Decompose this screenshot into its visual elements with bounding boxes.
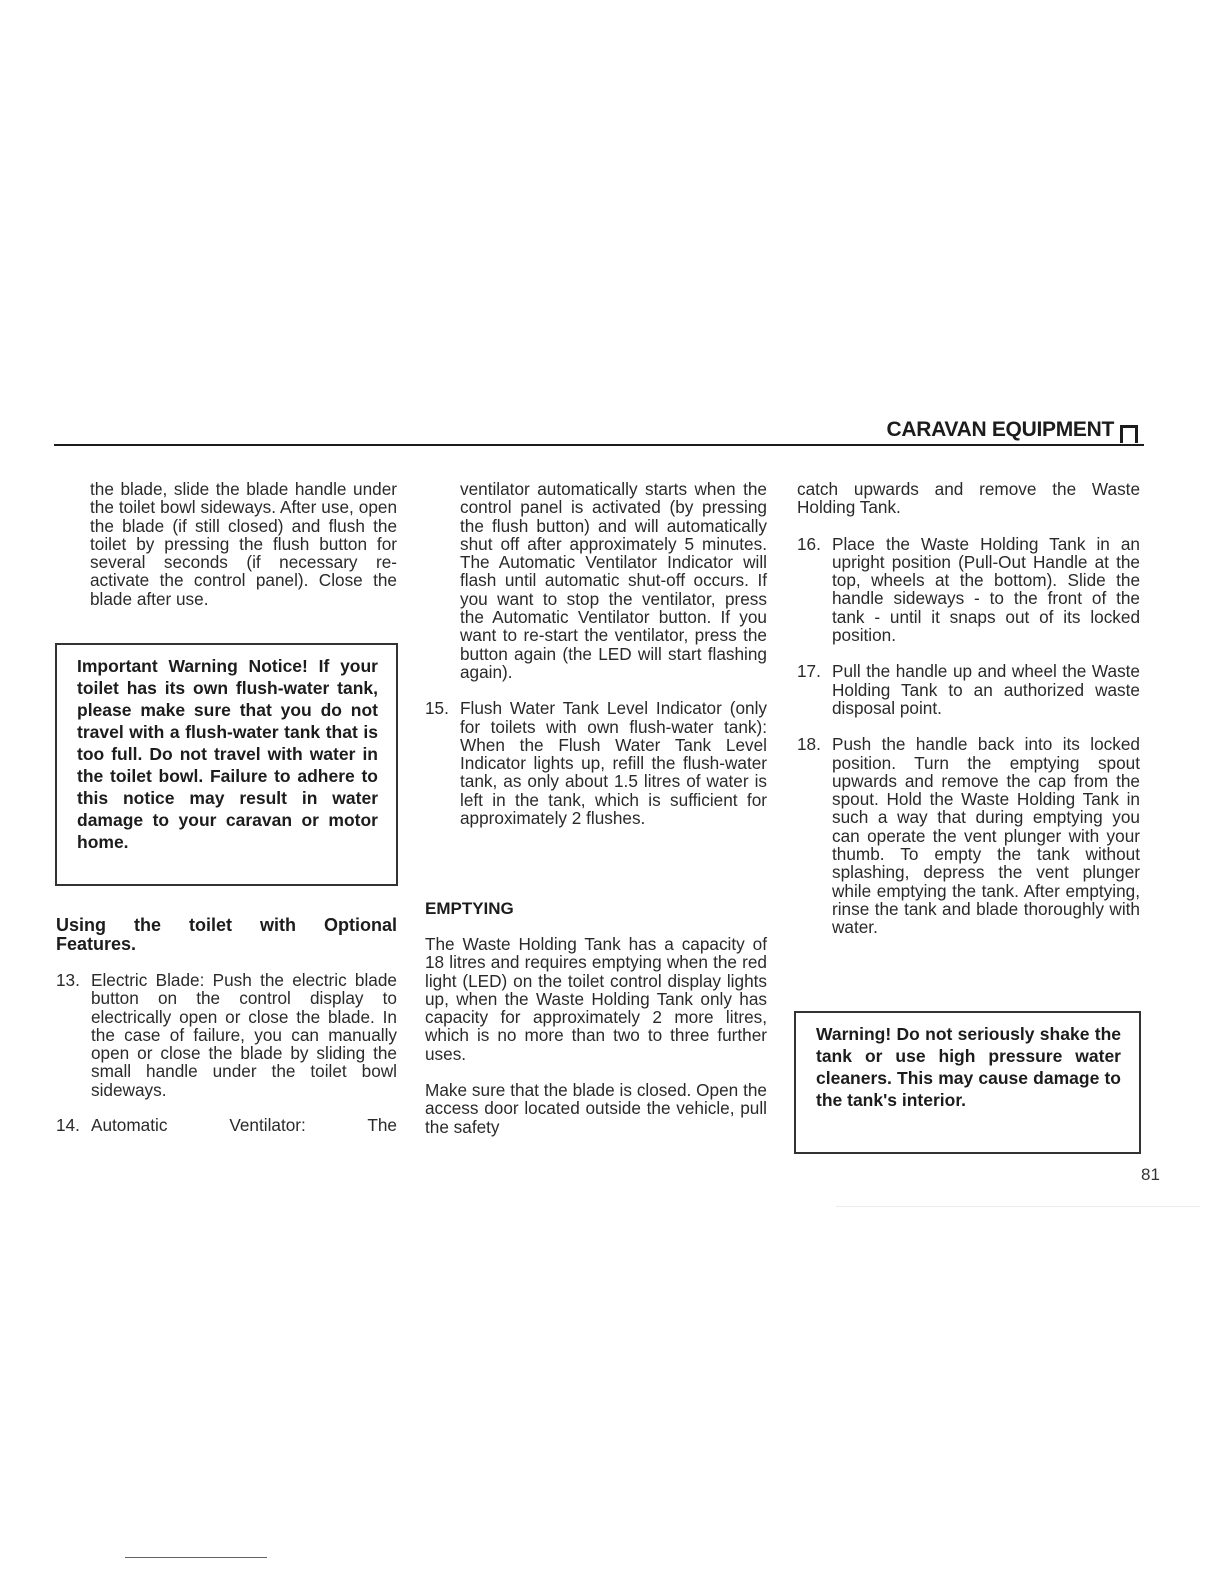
- column-3: [797, 480, 1140, 937]
- list-item-13: [56, 971, 397, 1099]
- emptying-paragraph-1: The Waste Holding Tank has a capacity of 18 litres and requires emptying when the red light (LED) on the toilet control display lights up, when the Waste Holding Tank only has capacity for approximately 2 more litres, which is no more than two to three further uses.: [425, 934, 767, 1064]
- tank-warning-box: [794, 1011, 1141, 1154]
- optional-features-heading: [56, 916, 397, 954]
- header-rule: [54, 444, 1144, 446]
- list-item-number: 17.: [797, 661, 821, 682]
- column-2: [425, 480, 767, 827]
- list-item-number: 18.: [797, 734, 821, 755]
- page-number: 81: [1141, 1165, 1160, 1184]
- col1-intro-text: the blade, slide the blade handle under the toilet bowl sideways. After use, open the blade (if still closed) and flush the toilet by pressing the flush button for several seconds (if necessary re-activate the control panel). Close the blade after use.: [90, 479, 397, 609]
- tank-warning-text: Warning! Do not seriously shake the tank or use high pressure water cleaners. This may cause damage to the tank's interior.: [816, 1024, 1121, 1110]
- list-item-text: Pull the handle up and wheel the Waste Holding Tank to an authorized waste disposal point.: [832, 661, 1140, 718]
- list-item-number: 14.: [56, 1115, 80, 1136]
- header-square-icon: [1120, 425, 1138, 443]
- emptying-heading: EMPTYING: [425, 899, 514, 918]
- important-warning-text: Important Warning Notice! If your toilet has its own flush-water tank, please make sure that you do not travel with a flush-water tank that is too full. Do not travel with water in the toilet bowl. Failure to adhere to this notice may result in water damage to your caravan or motor home.: [77, 656, 378, 852]
- important-warning-box: [55, 643, 398, 886]
- list-item-17: [797, 662, 1140, 717]
- list-item-18: [797, 735, 1140, 936]
- footnote-rule: [125, 1557, 267, 1558]
- list-item-text: Push the handle back into its locked position. Turn the emptying spout upwards and remove the cap from the spout. Hold the Waste Holding Tank in such a way that during emptying you can operate the vent plunger with your thumb. To empty the tank without splashing, depress the vent plunger while emptying the tank. After emptying, rinse the tank and blade thoroughly with water.: [832, 734, 1140, 938]
- list-item-text: ventilator automatically starts when the control panel is activated (by pressing the flush button) and will automatically shut off after approximately 5 minutes. The Automatic Ventilator Indicator will flash until automatic shut-off occurs. If you want to stop the ventilator, press the Automatic Ventilator button. If you want to re-start the ventilator, press the button again (the LED will start flashing again).: [460, 479, 767, 682]
- list-item-text: Flush Water Tank Level Indicator (only for toilets with own flush-water tank): When the Flush Water Tank Level Indicator lights up, refill the flush-water tank, as only about 1.5 litres of water is left in the tank, which is sufficient for approximately 2 flushes.: [460, 698, 767, 829]
- subheading-line-2: Features.: [56, 934, 137, 954]
- column-1-list: [56, 971, 397, 1134]
- page-header-title: CARAVAN EQUIPMENT: [886, 418, 1114, 441]
- list-item-text: Place the Waste Holding Tank in an upright position (Pull-Out Handle at the top, wheels at the bottom). Slide the handle sideways - to the front of the tank - until it snaps out of its locked position.: [832, 533, 1140, 646]
- scan-artifact-line: [836, 1206, 1200, 1207]
- column-1-intro: [90, 480, 397, 608]
- list-item-14: [56, 1116, 397, 1134]
- list-item-number: 15.: [425, 698, 449, 719]
- emptying-paragraph-2: Make sure that the blade is closed. Open the access door located outside the vehicle, pull the safety: [425, 1080, 767, 1137]
- subheading-line-1: Using the toilet with Optional: [56, 915, 397, 935]
- list-item-number: 13.: [56, 970, 80, 990]
- list-item-14-continued: [425, 480, 767, 681]
- list-item-16: [797, 535, 1140, 645]
- list-item-text: Electric Blade: Push the electric blade button on the control display to electrically open or close the blade. In the case of failure, you can manually open or close the blade by sliding the small handle under the toilet bowl sideways.: [91, 970, 397, 1100]
- list-item-text: Automatic Ventilator: The: [91, 1115, 397, 1136]
- list-item-15: [425, 699, 767, 827]
- col3-continuation: catch upwards and remove the Waste Holding Tank.: [797, 479, 1140, 518]
- list-item-number: 16.: [797, 533, 821, 554]
- emptying-section: [425, 935, 767, 1136]
